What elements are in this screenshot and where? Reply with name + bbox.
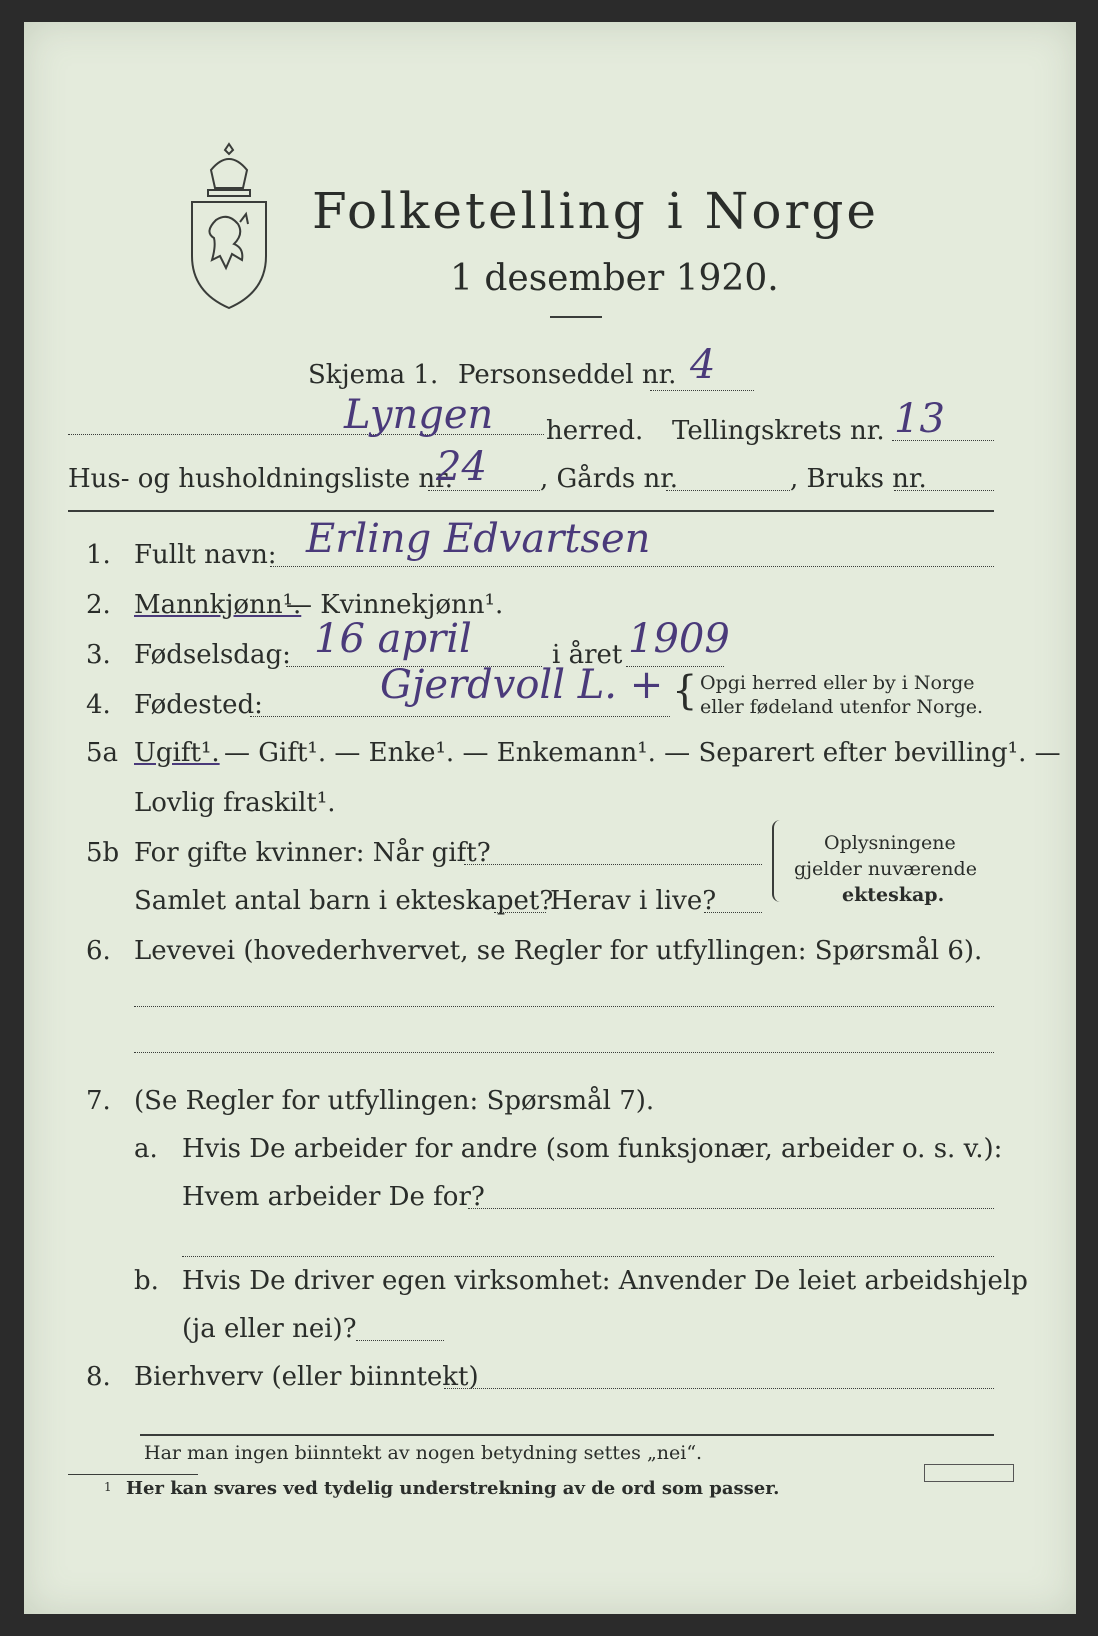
birthplace-line: [250, 716, 670, 717]
marriage-note-line1: Oplysningene: [824, 832, 956, 854]
q7b-label: Hvis De driver egen virksomhet: Anvender De leiet arbeidshjelp: [182, 1266, 1028, 1296]
census-date: 1 desember 1920.: [450, 258, 779, 299]
census-form-sheet: [24, 22, 1076, 1614]
birthplace-note-line1: Opgi herred eller by i Norge: [700, 672, 975, 694]
q1-number: 1.: [86, 540, 111, 570]
tellingskrets-value[interactable]: 13: [894, 396, 945, 442]
marriage-note-line3: ekteskap.: [842, 884, 945, 906]
employer-line-2: [182, 1256, 994, 1257]
children-label: Samlet antal barn i ekteskapet?: [134, 886, 554, 916]
q7a-letter: a.: [134, 1134, 158, 1164]
female-option[interactable]: — Kvinnekjønn¹.: [286, 590, 504, 620]
q8-number: 8.: [86, 1362, 111, 1392]
hired-help-label: (ja eller nei)?: [182, 1314, 357, 1344]
q5a-number: 5a: [86, 738, 119, 768]
husliste-line: [428, 490, 540, 491]
q6-number: 6.: [86, 936, 111, 966]
herred-label: herred.: [546, 416, 644, 446]
q2-number: 2.: [86, 590, 111, 620]
personseddel-label: Personseddel nr.: [458, 360, 677, 390]
occupation-line-1: [134, 1006, 994, 1007]
side-income-line-2: [140, 1434, 994, 1436]
q3-number: 3.: [86, 640, 111, 670]
schema-label: Skjema 1.: [308, 360, 439, 390]
header-divider: [68, 510, 994, 512]
birthplace-value[interactable]: Gjerdvoll L. +: [380, 662, 664, 708]
gards-label: , Gårds nr.: [540, 464, 679, 494]
tellingskrets-label: Tellingskrets nr.: [672, 416, 885, 446]
side-income-note: Har man ingen biinntekt av nogen betydning settes „nei“.: [144, 1442, 703, 1464]
gards-line: [666, 490, 790, 491]
birth-year-value[interactable]: 1909: [628, 616, 730, 662]
q7-label: (Se Regler for utfyllingen: Spørsmål 7).: [134, 1086, 655, 1116]
personseddel-value[interactable]: 4: [690, 342, 716, 388]
male-option[interactable]: Mannkjønn¹.: [134, 590, 302, 620]
children-line: [494, 912, 546, 913]
q7b-letter: b.: [134, 1266, 159, 1296]
q4-label: Fødested:: [134, 690, 263, 720]
q1-line: [270, 566, 994, 567]
q7-number: 7.: [86, 1086, 111, 1116]
side-income-line: [444, 1388, 994, 1389]
occupation-line-2: [134, 1052, 994, 1053]
when-married-line: [464, 864, 762, 865]
herred-value[interactable]: Lyngen: [344, 392, 494, 438]
footnote-divider: [68, 1474, 198, 1475]
q6-label: Levevei (hovederhvervet, se Regler for utfyllingen: Spørsmål 6).: [134, 936, 983, 966]
when-married-label: For gifte kvinner: Når gift?: [134, 838, 491, 868]
form-title: Folketelling i Norge: [312, 182, 879, 240]
divorced-option[interactable]: Lovlig fraskilt¹.: [134, 788, 336, 818]
q4-number: 4.: [86, 690, 111, 720]
employer-line: [468, 1208, 994, 1209]
brace-icon: {: [672, 668, 698, 714]
norway-coat-of-arms-icon: [186, 140, 272, 312]
alive-label: Herav i live?: [550, 886, 717, 916]
birthplace-note-line2: eller fødeland utenfor Norge.: [700, 696, 984, 718]
title-divider: [550, 316, 602, 318]
footnote-text: Her kan svares ved tydelig understrekning av de ord som passer.: [126, 1478, 780, 1499]
q3-label: Fødselsdag:: [134, 640, 291, 670]
marriage-note-line2: gjelder nuværende: [794, 858, 977, 880]
personseddel-line: [650, 390, 754, 391]
bruks-line: [894, 490, 994, 491]
full-name-value[interactable]: Erling Edvartsen: [306, 516, 651, 562]
bracket-icon: [772, 820, 784, 902]
husliste-label: Hus- og husholdningsliste nr.: [68, 464, 454, 494]
hired-help-line: [356, 1340, 444, 1341]
printer-stamp: [924, 1464, 1014, 1482]
q7a-label: Hvis De arbeider for andre (som funksjonær, arbeider o. s. v.):: [182, 1134, 1003, 1164]
year-label: i året: [552, 640, 623, 670]
q8-label: Bierhverv (eller biinntekt): [134, 1362, 479, 1392]
bruks-label: , Bruks nr.: [790, 464, 927, 494]
employer-label: Hvem arbeider De for?: [182, 1182, 485, 1212]
q5b-number: 5b: [86, 838, 120, 868]
unmarried-option[interactable]: Ugift¹.: [134, 738, 220, 768]
birthday-value[interactable]: 16 april: [314, 616, 472, 662]
q1-label: Fullt navn:: [134, 540, 277, 570]
marital-options[interactable]: — Gift¹. — Enke¹. — Enkemann¹. — Separert efter bevilling¹. —: [224, 738, 1061, 768]
footnote-mark: 1: [104, 1480, 112, 1494]
alive-line: [704, 912, 762, 913]
husliste-value[interactable]: 24: [436, 444, 487, 490]
